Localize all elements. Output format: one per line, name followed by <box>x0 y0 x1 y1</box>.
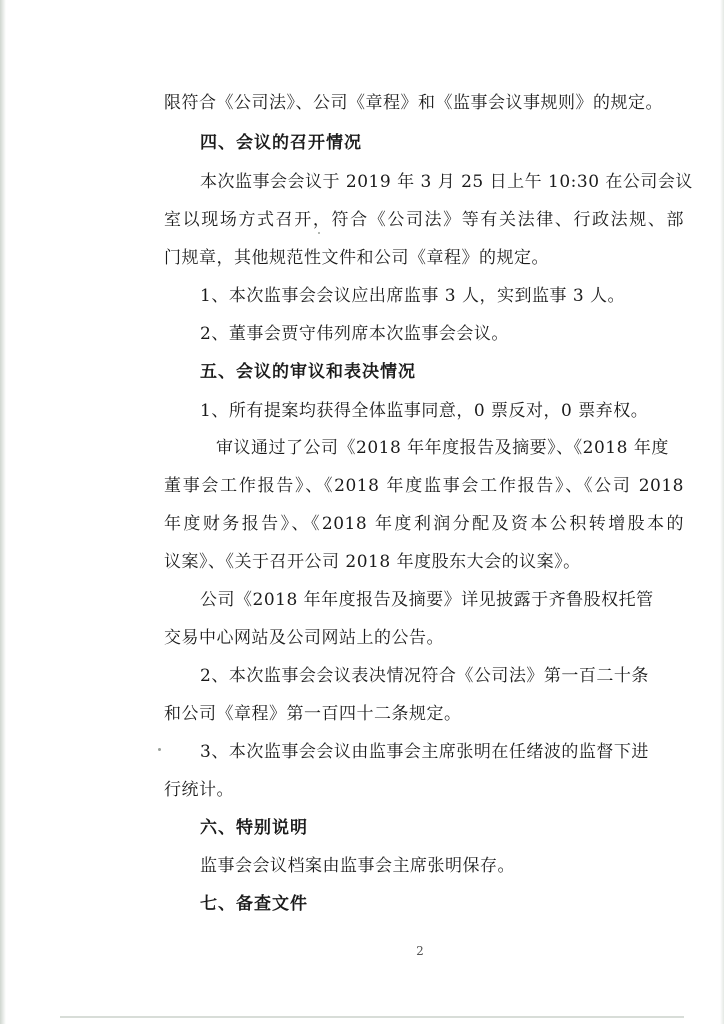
text-line: 年度财务报告》、《2018 年度利润分配及资本公积转增股本的 <box>164 514 684 534</box>
text-line: 3、本次监事会会议由监事会主席张明在任绪波的监督下进 <box>200 742 649 762</box>
text-line: 本次监事会会议于 2019 年 3 月 25 日上午 10:30 在公司会议 <box>200 172 693 192</box>
text-line: 议案》、《关于召开公司 2018 年度股东大会的议案》。 <box>164 552 581 572</box>
text-line: 行统计。 <box>164 780 234 800</box>
text-line: 1、所有提案均获得全体监事同意，0 票反对，0 票弃权。 <box>200 401 649 421</box>
text-line: 2、本次监事会会议表决情况符合《公司法》第一百二十条 <box>200 666 649 686</box>
scan-edge-left <box>0 0 6 1024</box>
page-number: 2 <box>416 944 424 958</box>
scan-speck <box>318 232 320 234</box>
scan-bottom-line <box>60 1016 684 1018</box>
section-heading-deliberation-voting: 五、会议的审议和表决情况 <box>200 362 416 382</box>
section-heading-meeting-convening: 四、会议的召开情况 <box>200 133 362 153</box>
text-line: 2、董事会贾守伟列席本次监事会会议。 <box>200 324 509 344</box>
scan-edge-right <box>720 0 724 1024</box>
text-line: 董事会工作报告》、《2018 年度监事会工作报告》、《公司 2018 <box>164 476 684 496</box>
text-line: 交易中心网站及公司网站上的公告。 <box>164 628 444 648</box>
text-line: 限符合《公司法》、公司《章程》和《监事会议事规则》的规定。 <box>164 93 663 113</box>
section-heading-special-notes: 六、特别说明 <box>200 818 308 838</box>
text-line: 1、本次监事会会议应出席监事 3 人，实到监事 3 人。 <box>200 286 626 306</box>
text-line: 室以现场方式召开，符合《公司法》等有关法律、行政法规、部 <box>164 210 684 230</box>
text-line: 公司《2018 年年度报告及摘要》详见披露于齐鲁股权托管 <box>200 590 654 610</box>
scan-speck <box>158 748 161 751</box>
section-heading-reference-documents: 七、备查文件 <box>200 894 308 914</box>
text-line: 监事会会议档案由监事会主席张明保存。 <box>200 856 515 876</box>
text-line: 和公司《章程》第一百四十二条规定。 <box>164 704 462 724</box>
text-line: 门规章，其他规范性文件和公司《章程》的规定。 <box>164 248 549 268</box>
text-line: 审议通过了公司《2018 年年度报告及摘要》、《2018 年度 <box>216 438 669 458</box>
